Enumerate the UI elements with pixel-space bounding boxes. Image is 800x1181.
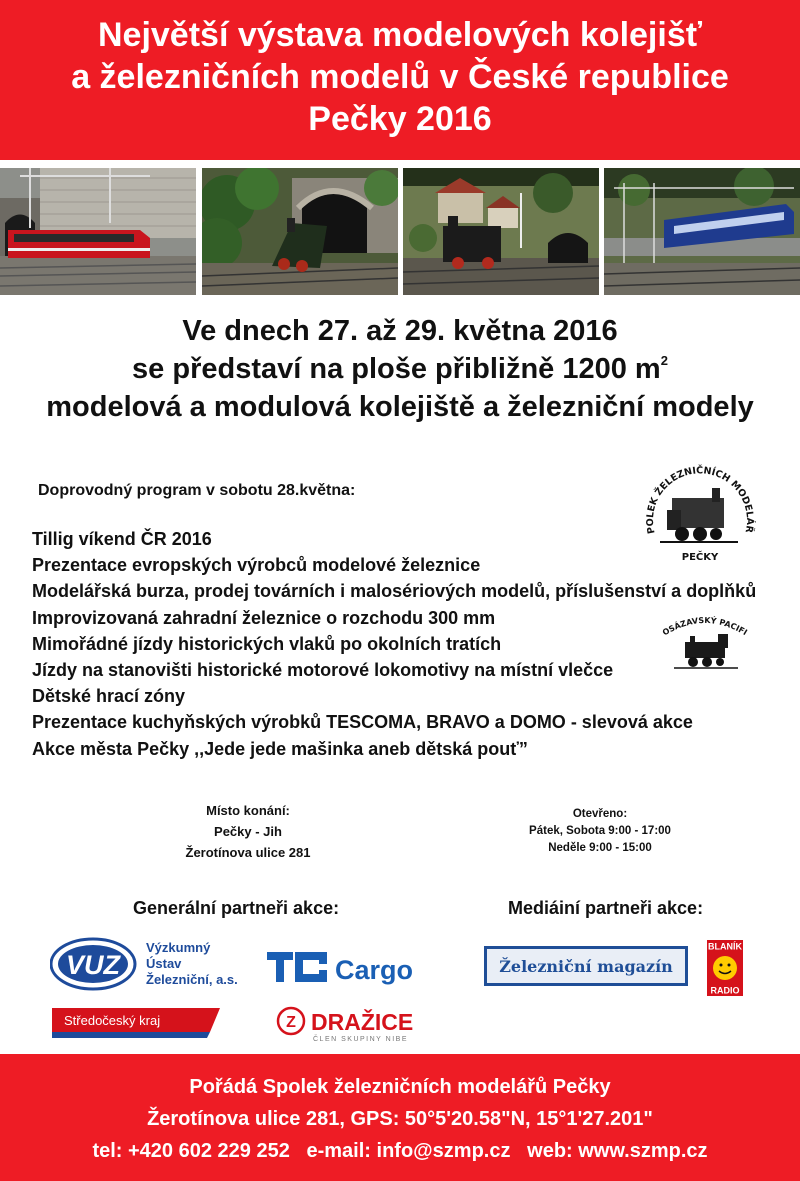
- opening-hours: [500, 806, 700, 857]
- hours-line1: Pátek, Sobota 9:00 - 17:00: [529, 825, 671, 837]
- kraj-text: Středočeský kraj: [64, 1013, 161, 1028]
- program-item: Akce města Pečky ,,Jede jede mašinka aneb dětská pouť”: [32, 738, 528, 759]
- program-item: Improvizovaná zahradní železnice o rozchodu 300 mm: [32, 607, 496, 628]
- headline-area: [0, 350, 800, 388]
- drazice-text: DRAŽICE: [311, 1009, 414, 1035]
- vuz-line2: Ústav: [146, 956, 182, 971]
- drazice-sub: ČLEN SKUPINY NIBE: [313, 1036, 409, 1043]
- vuz-logo: [50, 937, 250, 998]
- posazavsky-text: OSÁZAVSKÝ PACIFI: [661, 615, 749, 638]
- vuz-mark-text: VUZ: [66, 950, 120, 980]
- svg-text:POSÁZAVSKÝ PACIFIK: [660, 614, 749, 637]
- zm-text: Železniční magazín: [499, 957, 673, 976]
- szmp-ring-text: POLEK ŽELEZNIČNÍCH MODELÁŘ: [644, 465, 756, 535]
- venue-line1: Pečky - Jih: [214, 824, 282, 839]
- footer-contacts: tel: +420 602 229 252 e-mail: info@szmp.cz web: www.szmp.cz: [92, 1140, 708, 1162]
- venue-line2: Žerotínova ulice 281: [185, 845, 311, 860]
- hours-label: Otevřeno:: [572, 808, 628, 820]
- szmp-logo: [642, 460, 758, 581]
- szmp-bottom-text: PEČKY: [681, 552, 719, 563]
- radio-blanik-logo: [707, 940, 743, 1001]
- headline-area-sup: 2: [660, 353, 668, 368]
- header-title-line3: Pečky 2016: [308, 100, 492, 138]
- photo-blue-train-bridge: [604, 168, 800, 295]
- footer-address: Žerotínova ulice 281, GPS: 50°5'20.58"N, 15°1'27.201": [147, 1108, 653, 1130]
- footer-banner: [0, 1054, 800, 1181]
- general-partners-title: Generální partneři akce:: [133, 898, 340, 918]
- photo-strip: [0, 168, 800, 295]
- media-partners-title: Mediáiní partneři akce:: [508, 898, 704, 918]
- photo-steam-locomotive-tunnel: [202, 168, 398, 295]
- hours-line2: Neděle 9:00 - 15:00: [548, 842, 652, 854]
- headline-area-text: se představí na ploše přibližně 1200 m: [132, 353, 661, 385]
- posazavsky-pacifik-logo: [660, 614, 750, 681]
- program-item: Jízdy na stanovišti historické motorové lokomotivy na místní vlečce: [32, 660, 614, 681]
- cd-cargo-logo: [265, 948, 435, 993]
- program-item: Modelářská burza, prodej továrních i malosériových modelů, příslušenství a doplňků: [32, 581, 757, 602]
- header-title-line2: a železničních modelů v České republice: [71, 58, 729, 96]
- zeleznicni-magazin-logo: [484, 946, 688, 991]
- headline-subject: modelová a modulová kolejiště a železniční modely: [46, 391, 754, 423]
- photo-red-train-tunnel: [0, 168, 196, 295]
- footer-organizer: Pořádá Spolek železničních modelářů Pečky: [189, 1076, 611, 1098]
- program-item: Mimořádné jízdy historických vlaků po okolních tratích: [32, 633, 502, 654]
- photo-tank-engine-village: [403, 168, 599, 295]
- program-item: Prezentace evropských výrobců modelové železnice: [32, 555, 481, 576]
- headline-dates: Ve dnech 27. až 29. května 2016: [182, 315, 618, 347]
- vuz-line3: Železniční, a.s.: [146, 972, 238, 987]
- event-headline: [0, 312, 800, 426]
- venue-label: Místo konání:: [206, 803, 290, 818]
- program-item: Prezentace kuchyňských výrobků TESCOMA, BRAVO a DOMO - slevová akce: [32, 712, 693, 733]
- header-banner: [0, 0, 800, 160]
- header-title-line1: Největší výstava modelových kolejišť: [97, 16, 703, 54]
- vuz-line1: Výzkumný: [146, 940, 211, 955]
- blanik-bottom-text: RADIO: [710, 985, 740, 996]
- venue-info: [148, 800, 348, 863]
- program-item: Tillig víkend ČR 2016: [32, 529, 212, 549]
- program-title: Doprovodný program v sobotu 28.května:: [38, 482, 356, 499]
- stredocesky-kraj-logo: [52, 1008, 220, 1043]
- blanik-top-text: BLANÍK: [708, 941, 742, 952]
- program-item: Dětské hrací zóny: [32, 686, 186, 707]
- svg-text:Z: Z: [286, 1014, 296, 1031]
- cargo-text: Cargo: [335, 955, 414, 985]
- drazice-logo: [275, 1004, 425, 1049]
